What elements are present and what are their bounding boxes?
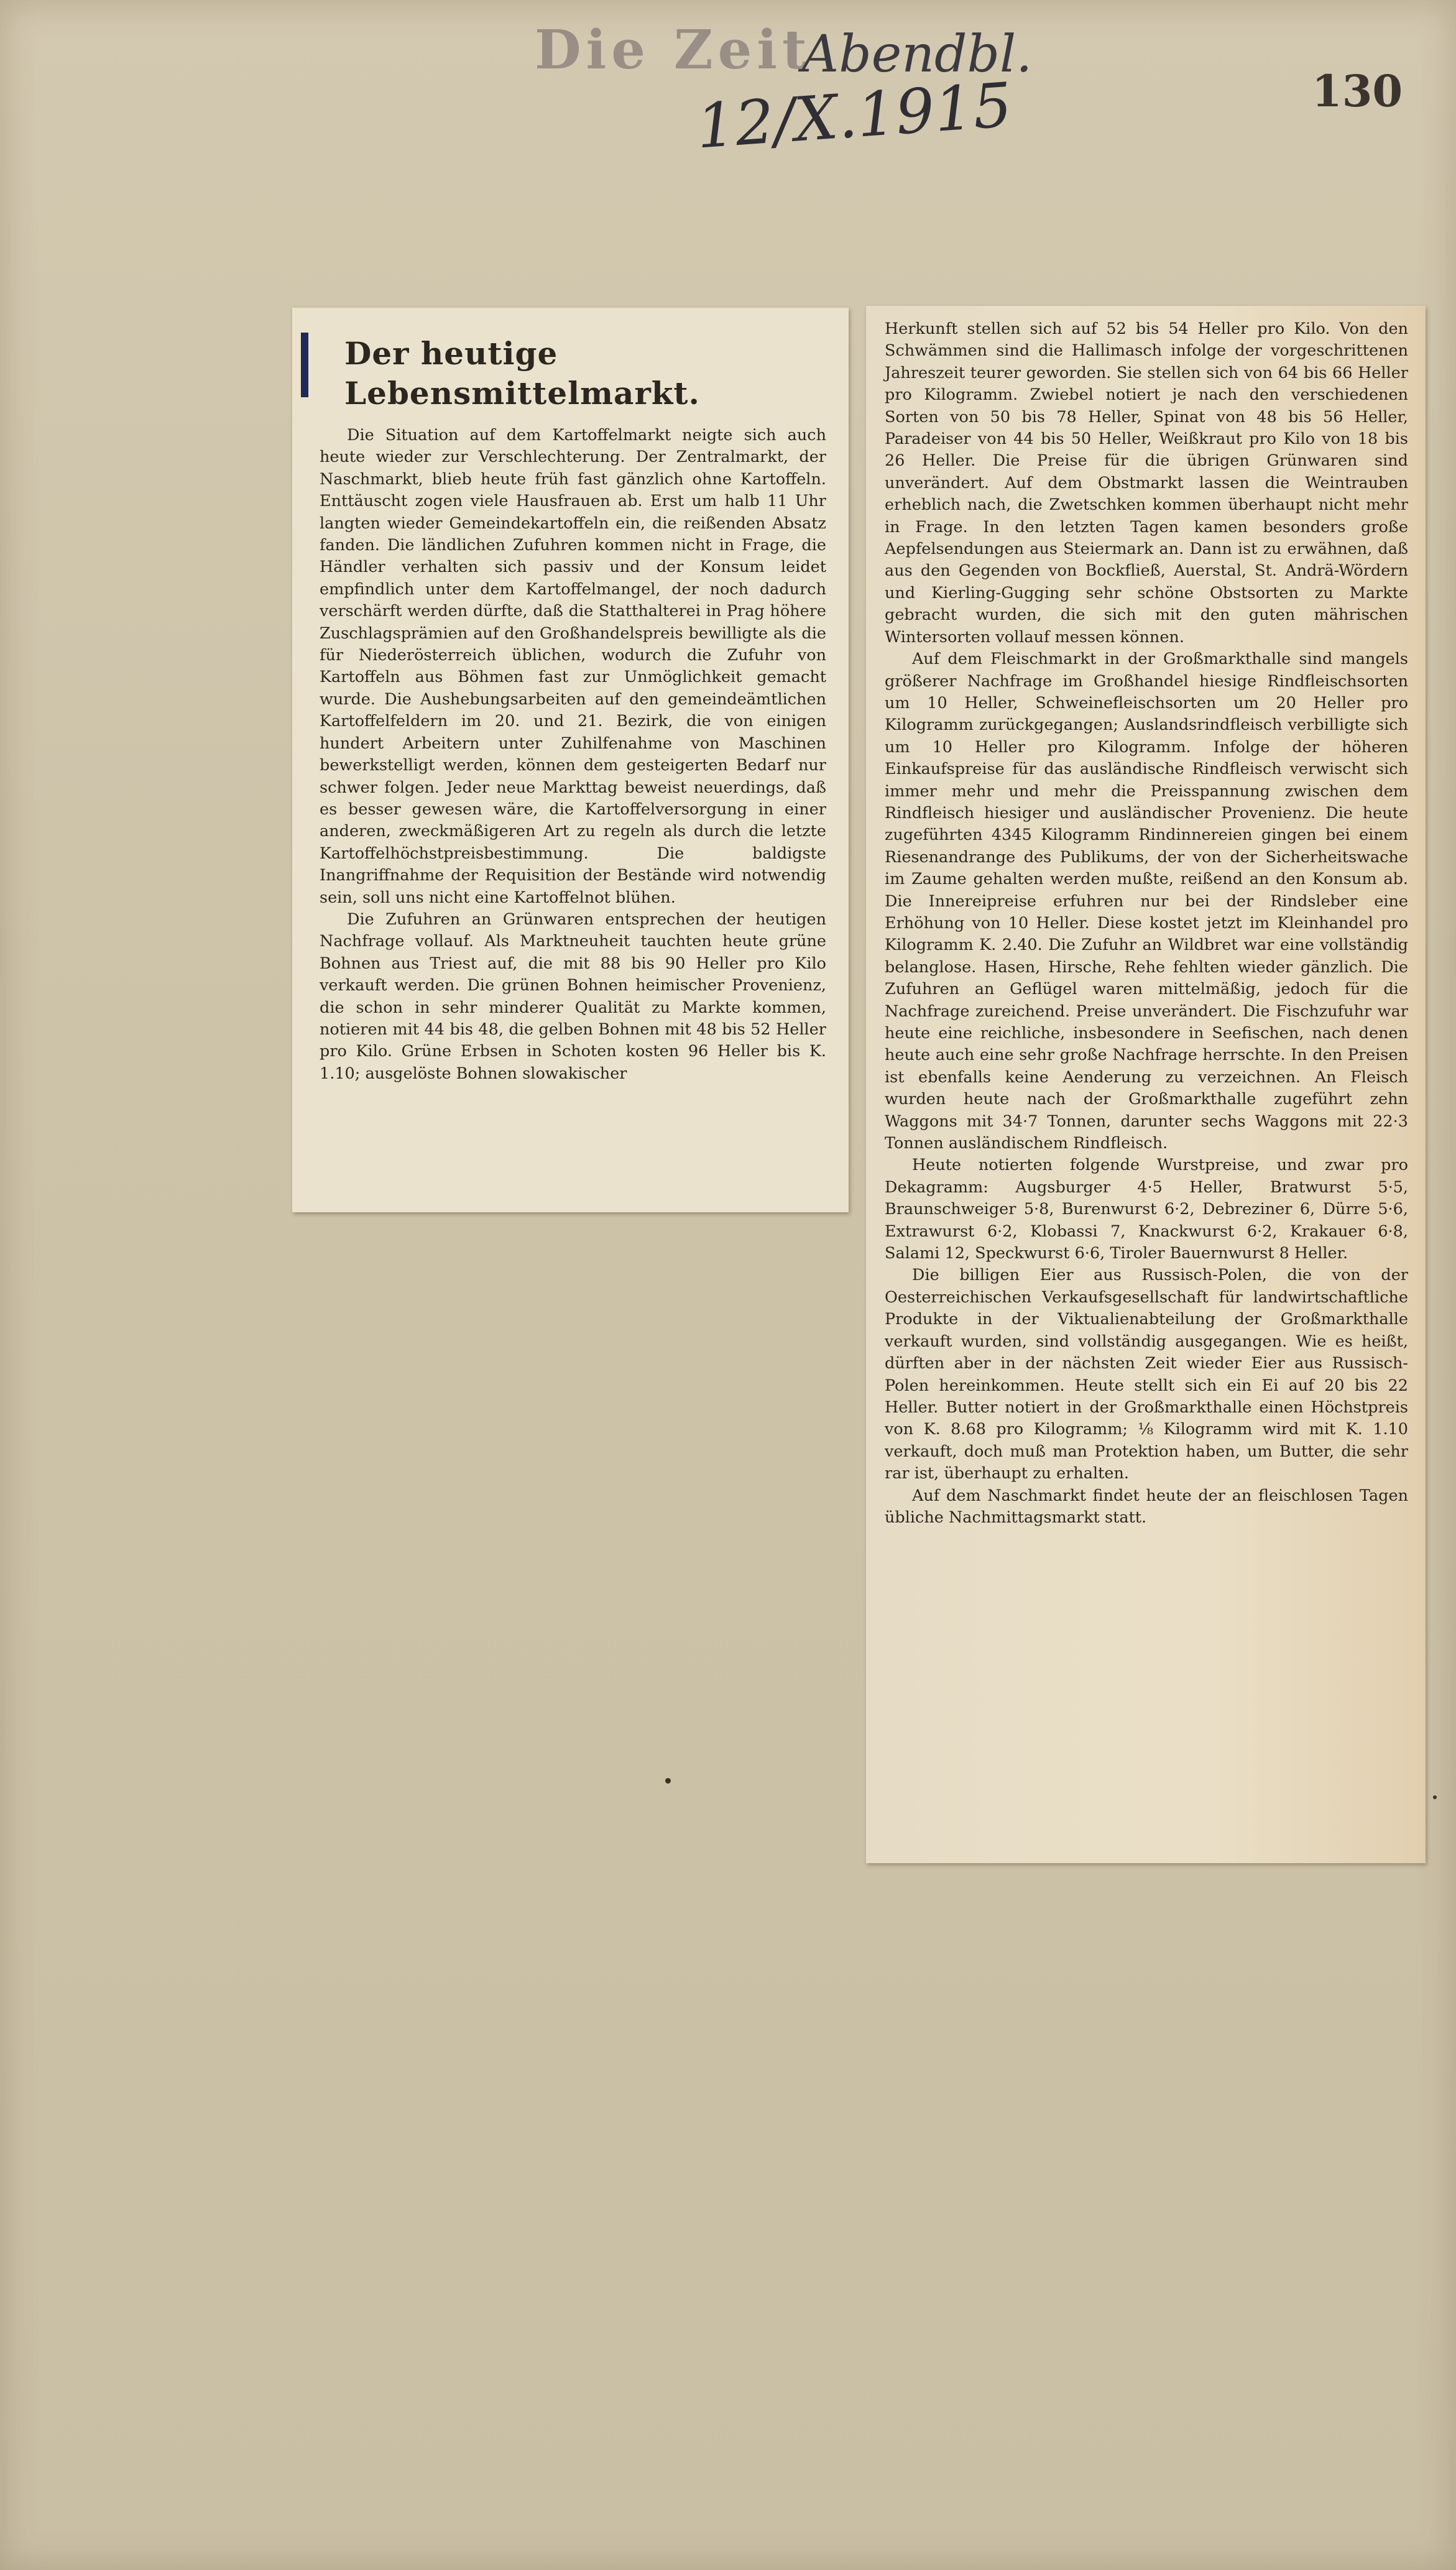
article-paragraph: Auf dem Naschmarkt findet heute der an fleischlosen Tagen übliche Nachmittagsmarkt statt. [885,1486,1408,1527]
newspaper-stamp: Die Zeit [535,19,812,81]
article-headline: Der heutige Lebensmittelmarkt. [344,335,700,412]
clipping-column-left [292,308,849,1212]
article-paragraph: Herkunft stellen sich auf 52 bis 54 Heller pro Kilo. Von den Schwämmen sind die Hallimasch infolge der vorgeschrittenen Jahreszeit teurer geworden. Sie stellen sich von 64 bis 66 Heller pro Kilogramm. Zwiebel notiert je nach den verschiedenen Sorten von 50 bis 78 Heller, Spinat von 48 bis 56 Heller, Paradeiser von 44 bis 50 Heller, Weißkraut pro Kilo von 18 bis 26 Heller. Die Preise für die übrigen Grünwaren sind unverändert. Auf dem Obstmarkt lassen die Weintrauben erheblich nach, die Zwetschken kommen überhaupt nicht mehr in Frage. In den letzten Tagen kamen besonders große Aepfelsendungen aus Steiermark an. Dann ist zu erwähnen, daß aus den Gegenden von Bockfließ, Auerstal, St. Andrä-Wördern und Kierling-Gugging sehr schöne Obstsorten zu Markte gebracht wurden, die sich mit den guten mährischen Wintersorten vollauf messen können. [885,320,1408,647]
page-number: 130 [1312,65,1403,117]
article-paragraph: Auf dem Fleischmarkt in der Großmarkthalle sind mangels größerer Nachfrage im Großhandel hiesige Rindfleischsorten um 10 Heller, Schweinefleischsorten um 20 Heller pro Kilogramm zurückgegangen; Auslandsrindfleisch verbilligte sich um 10 Heller pro Kilogramm. Infolge der höheren Einkaufspreise für das ausländische Rindfleisch verwischt sich immer mehr und mehr die Preisspannung zwischen dem Rindfleisch hiesiger und ausländischer Provenienz. Die heute zugeführten 4345 Kilogramm Rindinnereien gingen bei einem Riesenandrange des Publikums, der von der Sicherheitswache im Zaume gehalten werden mußte, reißend an den Konsum ab. Die Innereipreise erfuhren nur bei der Rindsleber eine Erhöhung von 10 Heller. Diese kostet jetzt im Kleinhandel pro Kilogramm K. 2.40. Die Zufuhr an Wildbret war eine vollständig belanglose. Hasen, Hirsche, Rehe fehlten wieder gänzlich. Die Zufuhren an Geflügel waren mittelmäßig, jedoch für die Nachfrage zureichend. Preise unverändert. Die Fischzufuhr war heute eine reichliche, insbesondere in Seefischen, nach denen heute auch eine sehr große Nachfrage herrschte. In den Preisen ist ebenfalls keine Aenderung zu verzeichnen. An Fleisch wurden heute nach der Großmarkthalle zugeführt zehn Waggons mit 34·7 Tonnen, darunter sechs Waggons mit 22·3 Tonnen ausländischem Rindfleisch. [885,650,1408,1153]
paper-speck [665,1778,671,1784]
paper-speck [1433,1795,1437,1799]
clipping-column-right [866,306,1426,1863]
handwritten-edition: Abendbl. [802,25,1033,84]
article-paragraph: Die billigen Eier aus Russisch-Polen, die von der Oesterreichischen Verkaufsgesellschaft für landwirtschaftliche Produkte in der Viktualienabteilung der Großmarkthalle verkauft wurden, sind vollständig ausgegangen. Wie es heißt, dürften aber in der nächsten Zeit wieder Eier aus Russisch-Polen hereinkommen. Heute stellt sich ein Ei auf 20 bis 22 Heller. Butter notiert in der Großmarkthalle einen Höchstpreis von K. 8.68 pro Kilogramm; ⅛ Kilogramm wird mit K. 1.10 verkauft, doch muß man Protektion haben, um Butter, die sehr rar ist, überhaupt zu erhalten. [885,1266,1408,1483]
headline-bracket [301,333,308,397]
article-paragraph: Die Zufuhren an Grünwaren entsprechen der heutigen Nachfrage vollauf. Als Marktneuheit tauchten heute grüne Bohnen aus Triest auf, die mit 88 bis 90 Heller pro Kilo verkauft werden. Die grünen Bohnen heimischer Provenienz, die schon in sehr minderer Qualität zu Markte kommen, notieren mit 44 bis 48, die gelben Bohnen mit 48 bis 52 Heller pro Kilo. Grüne Erbsen in Schoten kosten 96 Heller bis K. 1.10; ausgelöste Bohnen slowakischer [320,910,826,1083]
article-paragraph: Die Situation auf dem Kartoffelmarkt neigte sich auch heute wieder zur Verschlechterung. Der Zentralmarkt, der Naschmarkt, blieb heute früh fast gänzlich ohne Kartoffeln. Enttäuscht zogen viele Hausfrauen ab. Erst um halb 11 Uhr langten wieder Gemeindekartoffeln ein, die reißenden Absatz fanden. Die ländlichen Zufuhren kommen nicht in Frage, die Händler verhalten sich passiv und der Konsum leidet empfindlich unter dem Kartoffelmangel, der noch dadurch verschärft werden dürfte, daß die Statthalterei in Prag höhere Zuschlagsprämien auf den Großhandelspreis bewilligte als die für Niederösterreich üblichen, wodurch die Zufuhr von Kartoffeln aus Böhmen fast zur Unmöglichkeit gemacht wurde. Die Aushebungsarbeiten auf den gemeindeämtlichen Kartoffelfeldern im 20. und 21. Bezirk, die von einigen hundert Arbeitern unter Zuhilfenahme von Maschinen bewerkstelligt werden, können dem gesteigerten Bedarf nur schwer folgen. Jeder neue Markttag beweist neuerdings, daß es besser gewesen wäre, die Kartoffelversorgung in einer anderen, zweckmäßigeren Art zu regeln als durch die letzte Kartoffelhöchstpreisbestimmung. Die baldigste Inangriffnahme der Requisition der Bestände wird notwendig sein, soll uns nicht eine Kartoffelnot blühen. [320,426,826,907]
handwritten-date: 12/X.1915 [694,70,1015,163]
article-paragraph: Heute notierten folgende Wurstpreise, und zwar pro Dekagramm: Augsburger 4·5 Heller, Bratwurst 5·5, Braunschweiger 5·8, Burenwurst 6·2, Debreziner 6, Dürre 5·6, Extrawurst 6·2, Klobassi 7, Knackwurst 6·2, Krakauer 6·8, Salami 12, Speckwurst 6·6, Tiroler Bauernwurst 8 Heller. [885,1156,1408,1263]
